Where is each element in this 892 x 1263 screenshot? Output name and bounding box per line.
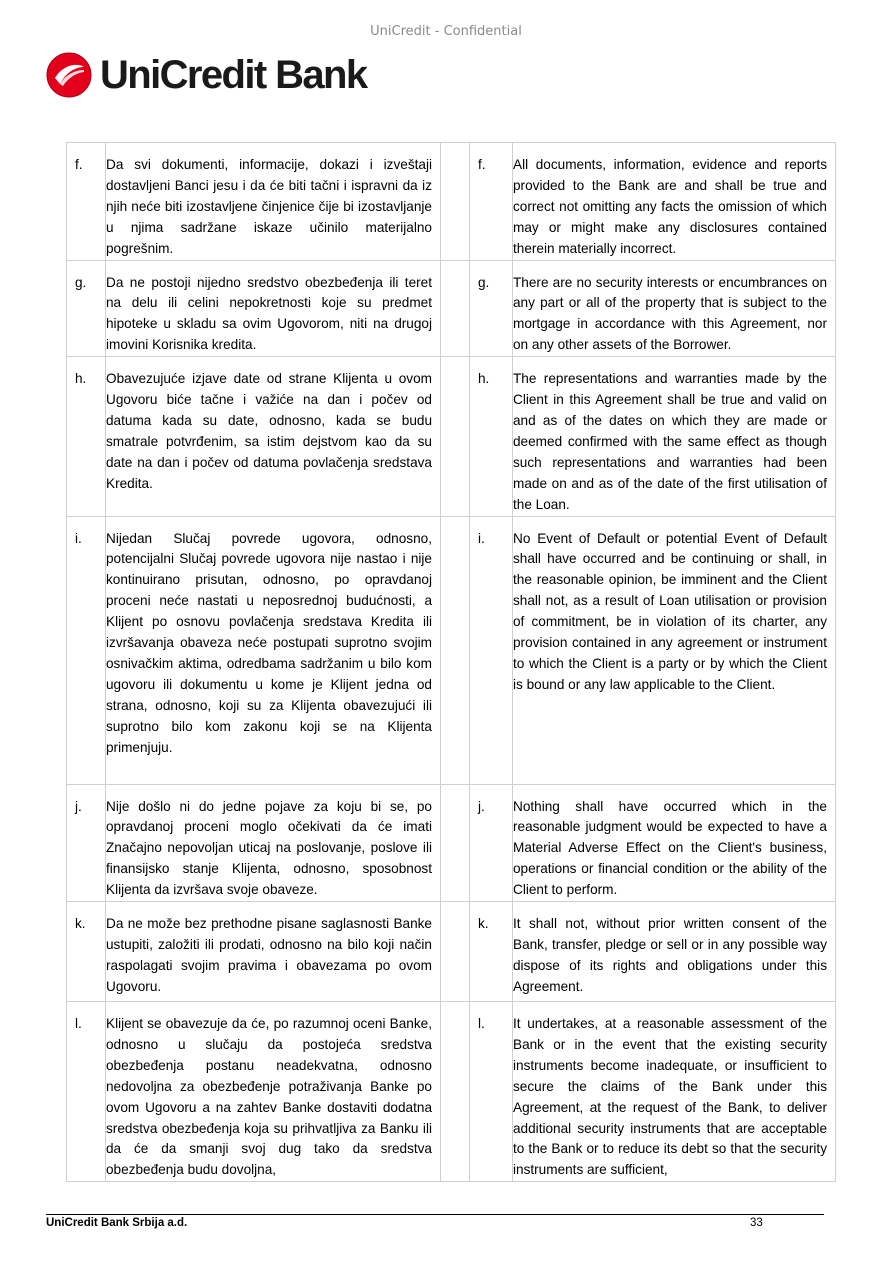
clause-label-en: k. [470, 902, 513, 1002]
footer-divider [46, 1214, 824, 1215]
column-gap [441, 1002, 470, 1182]
column-gap [441, 516, 470, 784]
clause-text-sr: Obavezujuće izjave date od strane Klijenta u ovom Ugovoru biće tačne i važiće na dan i počev od datuma kada su date, odnosno, kada se budu smatrale potvrđenim, sa istim dejstvom kao da su date na dan i počev od datuma povlačenja sredstava Kredita. [106, 357, 441, 516]
clause-text-en: The representations and warranties made by the Client in this Agreement shall be true and valid on and as of the dates on which they are made or deemed confirmed with the same effect as though such representations and warranties had been made on and as of the date of the first utilisation of the Loan. [513, 357, 836, 516]
clause-label-sr: l. [67, 1002, 106, 1182]
table-row [67, 1002, 836, 1182]
page-number: 33 [750, 1217, 763, 1229]
clause-text-en: No Event of Default or potential Event of Default shall have occurred and be continuing or shall, in the reasonable opinion, be imminent and the Client shall not, as a result of Loan utilisation or provision of commitment, be in violation of its charter, any provision contained in any agreement or instrument to which the Client is a party or by which the Client is bound or any law applicable to the Client. [513, 516, 836, 784]
clauses-table [66, 142, 836, 1182]
clause-label-sr: k. [67, 902, 106, 1002]
unicredit-logo-icon [46, 52, 92, 98]
table-row [67, 784, 836, 902]
clause-label-en: h. [470, 357, 513, 516]
clause-text-en: There are no security interests or encumbrances on any part or all of the property that is subject to the mortgage in accordance with this Agreement, nor on any other assets of the Borrower. [513, 260, 836, 357]
clause-label-sr: f. [67, 143, 106, 261]
column-gap [441, 143, 470, 261]
clause-text-sr: Da ne postoji nijedno sredstvo obezbeđenja ili teret na delu ili celini nepokretnosti koje su predmet hipoteke u skladu sa ovim Ugovorom, niti na drugoj imovini Korisnika kredita. [106, 260, 441, 357]
footer-company: UniCredit Bank Srbija a.d. [46, 1217, 188, 1229]
column-gap [441, 902, 470, 1002]
clause-label-en: j. [470, 784, 513, 902]
clause-label-sr: i. [67, 516, 106, 784]
clause-text-sr: Da svi dokumenti, informacije, dokazi i izveštaji dostavljeni Banci jesu i da će biti tačni i ispravni da iz njih neće biti izostavljene činjenice čije bi izostavljanje u njima sadržane iskaze učinilo materijalno pogrešnim. [106, 143, 441, 261]
clause-text-sr: Klijent se obavezuje da će, po razumnoj oceni Banke, odnosno u slučaju da postojeća sredstva obezbeđenja postanu neadekvatna, odnosno nedovoljna za obezbeđenje potraživanja Banke po ovom Ugovoru a na zahtev Banke dostaviti dodatna sredstva obezbeđenja koja su prihvatljiva za Banku ili da će da smanji svoj dug tako da sredstva obezbeđenja budu dovoljna, [106, 1002, 441, 1182]
column-gap [441, 357, 470, 516]
clause-text-sr: Da ne može bez prethodne pisane saglasnosti Banke ustupiti, založiti ili prodati, odnosno na bilo koji način raspolagati svojim pravima i obavezama po ovom Ugovoru. [106, 902, 441, 1002]
confidential-header: UniCredit - Confidential [370, 24, 522, 39]
table-row [67, 143, 836, 261]
clause-label-sr: j. [67, 784, 106, 902]
clause-label-en: g. [470, 260, 513, 357]
clause-label-sr: h. [67, 357, 106, 516]
clause-text-en: All documents, information, evidence and reports provided to the Bank are and shall be true and correct not omitting any facts the omission of which may or might make any disclosures contained therein materially incorrect. [513, 143, 836, 261]
clause-label-sr: g. [67, 260, 106, 357]
clause-text-en: It undertakes, at a reasonable assessment of the Bank or in the event that the existing security instruments become inadequate, or insufficient to secure the claims of the Bank under this Agreement, at the request of the Bank, to deliver additional security instruments that are acceptable to the Bank or to reduce its debt so that the security instruments are sufficient, [513, 1002, 836, 1182]
clause-label-en: i. [470, 516, 513, 784]
table-row [67, 516, 836, 784]
clause-label-en: f. [470, 143, 513, 261]
unicredit-logo [46, 52, 367, 98]
clause-text-en: Nothing shall have occurred which in the reasonable judgment would be expected to have a Material Adverse Effect on the Client's business, operations or financial condition or the ability of the Client to perform. [513, 784, 836, 902]
table-row [67, 260, 836, 357]
column-gap [441, 784, 470, 902]
clause-text-sr: Nije došlo ni do jedne pojave za koju bi se, po opravdanoj proceni moglo očekivati da će imati Značajno nepovoljan uticaj na poslovanje, poslove ili finansijsko stanje Klijenta, odnosno, sposobnost Klijenta da izvršava svoje obaveze. [106, 784, 441, 902]
clause-text-sr: Nijedan Slučaj povrede ugovora, odnosno, potencijalni Slučaj povrede ugovora nije nastao i nije kontinuirano prisutan, odnosno, po opravdanoj proceni neće nastati u neposrednoj budućnosti, a Klijent po osnovu povlačenja sredstava Kredita ili izvršavanja obaveza neće postupati suprotno svojim osnivačkim aktima, odredbama sadržanim u bilo kom ugovoru ili dokumentu u kome je Klijent jedna od strana, odnosno, koji su za Klijenta obavezujući ili suprotno bilo kom zakonu koji se na Klijenta primenjuju. [106, 516, 441, 784]
table-row [67, 357, 836, 516]
table-row [67, 902, 836, 1002]
clause-label-en: l. [470, 1002, 513, 1182]
clause-text-en: It shall not, without prior written consent of the Bank, transfer, pledge or sell or in any possible way dispose of its rights and obligations under this Agreement. [513, 902, 836, 1002]
column-gap [441, 260, 470, 357]
logo-text: UniCredit Bank [100, 53, 367, 97]
